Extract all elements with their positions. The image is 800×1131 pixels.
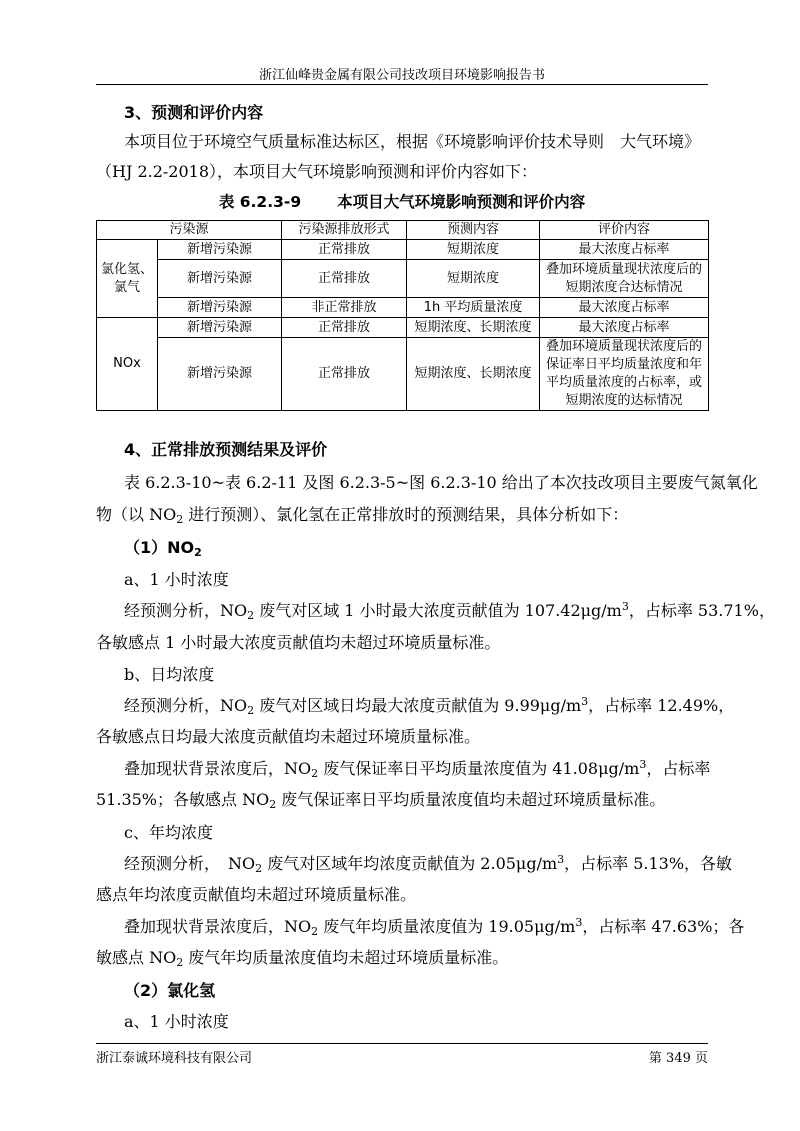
- table-header-cell: 预测内容: [407, 221, 540, 240]
- paragraph-a-line1: 经预测分析，$NO_2$ 废气对区域 1 小时最大浓度贡献值为 $107.42\mu g/m^3$，占标率 53.71%，: [124, 600, 775, 622]
- table-cell: 短期浓度、长期浓度: [407, 338, 540, 411]
- footer-rule: [96, 1043, 708, 1044]
- table-cell: 最大浓度占标率: [540, 240, 709, 260]
- table-cell: 最大浓度占标率: [540, 318, 709, 338]
- table-cell: 非正常排放: [282, 298, 407, 318]
- table-cell: 正常排放: [282, 260, 407, 298]
- paragraph-b-line4: 51.35%；各敏感点 $NO_2$ 废气保证率日平均质量浓度值均未超过环境质量标准。: [96, 790, 666, 811]
- prediction-content-table: [96, 220, 709, 411]
- table-cell: 新增污染源: [158, 338, 282, 411]
- table-cell: 叠加环境质量现状浓度后的短期浓度合达标情况: [540, 260, 709, 298]
- paragraph-c-line2: 感点年均浓度贡献值均未超过环境质量标准。: [96, 885, 417, 904]
- header-rule: [96, 84, 708, 85]
- document-header-title: 浙江仙峰贵金属有限公司技改项目环境影响报告书: [258, 68, 545, 83]
- subsection-hcl-heading: （2）氯化氢: [124, 981, 216, 1000]
- item-a-label: a、1 小时浓度: [124, 570, 229, 589]
- paragraph-c-line1: 经预测分析， $NO_2$ 废气对区域年均浓度贡献值为 $2.05\mu g/m^3$，占标率 5.13%，各敏: [124, 853, 733, 875]
- section3-paragraph-line1: 本项目位于环境空气质量标准达标区，根据《环境影响评价技术导则 大气环境》: [124, 132, 701, 151]
- section3-paragraph-line2: （HJ 2.2-2018），本项目大气环境影响预测和评价内容如下：: [96, 162, 538, 181]
- paragraph-b-line1: 经预测分析，$NO_2$ 废气对区域日均最大浓度贡献值为 $9.99\mu g/m^3$，占标率 12.49%，: [124, 695, 735, 717]
- paragraph-b-line2: 各敏感点日均最大浓度贡献值均未超过环境质量标准。: [96, 727, 481, 746]
- table-header-cell: 评价内容: [540, 221, 709, 240]
- paragraph-b-line3: 叠加现状背景浓度后，$NO_2$ 废气保证率日平均质量浓度值为 $41.08\mu g/m^3$，占标率: [124, 758, 711, 780]
- table-cell: 短期浓度: [407, 240, 540, 260]
- table-header-row: [97, 221, 709, 240]
- table-cell: 正常排放: [282, 318, 407, 338]
- table-cell: 叠加环境质量现状浓度后的保证率日平均质量浓度和年平均质量浓度的占标率，或短期浓度的达标情况: [540, 338, 709, 411]
- table-cell: 新增污染源: [158, 318, 282, 338]
- table-cell: 最大浓度占标率: [540, 298, 709, 318]
- table-header-cell: 污染源排放形式: [282, 221, 407, 240]
- section4-heading: 4、正常排放预测结果及评价: [124, 440, 328, 459]
- table-caption-text: 本项目大气环境影响预测和评价内容: [337, 193, 586, 211]
- table-row: [97, 260, 709, 298]
- table-group-cell: NOx: [97, 318, 158, 411]
- table-cell: 新增污染源: [158, 240, 282, 260]
- table-cell: 新增污染源: [158, 260, 282, 298]
- table-row: [97, 298, 709, 318]
- item-b-label: b、日均浓度: [124, 665, 215, 684]
- item-a2-label: a、1 小时浓度: [124, 1012, 229, 1031]
- subsection-no2-heading: $(1)NO_2$: [124, 538, 202, 559]
- table-row: [97, 240, 709, 260]
- section4-paragraph-line1: 表 6.2.3-10~表 6.2-11 及图 6.2.3-5~图 6.2.3-10 给出了本次技改项目主要废气氮氧化: [124, 473, 758, 492]
- section4-paragraph-line2: 物（以 $NO_2$ 进行预测）、氯化氢在正常排放时的预测结果，具体分析如下：: [96, 505, 629, 526]
- table-row: [97, 318, 709, 338]
- table-cell: 新增污染源: [158, 298, 282, 318]
- table-group-cell: 氯化氢、氯气: [97, 240, 158, 318]
- table-row: [97, 338, 709, 411]
- table-cell: 1h 平均质量浓度: [407, 298, 540, 318]
- section3-heading: 3、预测和评价内容: [124, 103, 264, 122]
- table-cell: 短期浓度、长期浓度: [407, 318, 540, 338]
- paragraph-c-line4: 敏感点 $NO_2$ 废气年均质量浓度值均未超过环境质量标准。: [96, 948, 509, 969]
- footer-company: 浙江泰诚环境科技有限公司: [96, 1051, 253, 1066]
- table-caption-number: 表 6.2.3-9: [218, 193, 302, 211]
- footer-page-number: 第 349 页: [648, 1051, 708, 1066]
- table-cell: 正常排放: [282, 338, 407, 411]
- paragraph-c-line3: 叠加现状背景浓度后，$NO_2$ 废气年均质量浓度值为 $19.05\mu g/m^3$，占标率 47.63%；各: [124, 916, 745, 938]
- paragraph-a-line2: 各敏感点 1 小时最大浓度贡献值均未超过环境质量标准。: [96, 633, 501, 652]
- table-cell: 短期浓度: [407, 260, 540, 298]
- item-c-label: c、年均浓度: [124, 823, 213, 842]
- table-cell: 正常排放: [282, 240, 407, 260]
- table-header-cell: 污染源: [97, 221, 282, 240]
- table-caption: [96, 190, 708, 212]
